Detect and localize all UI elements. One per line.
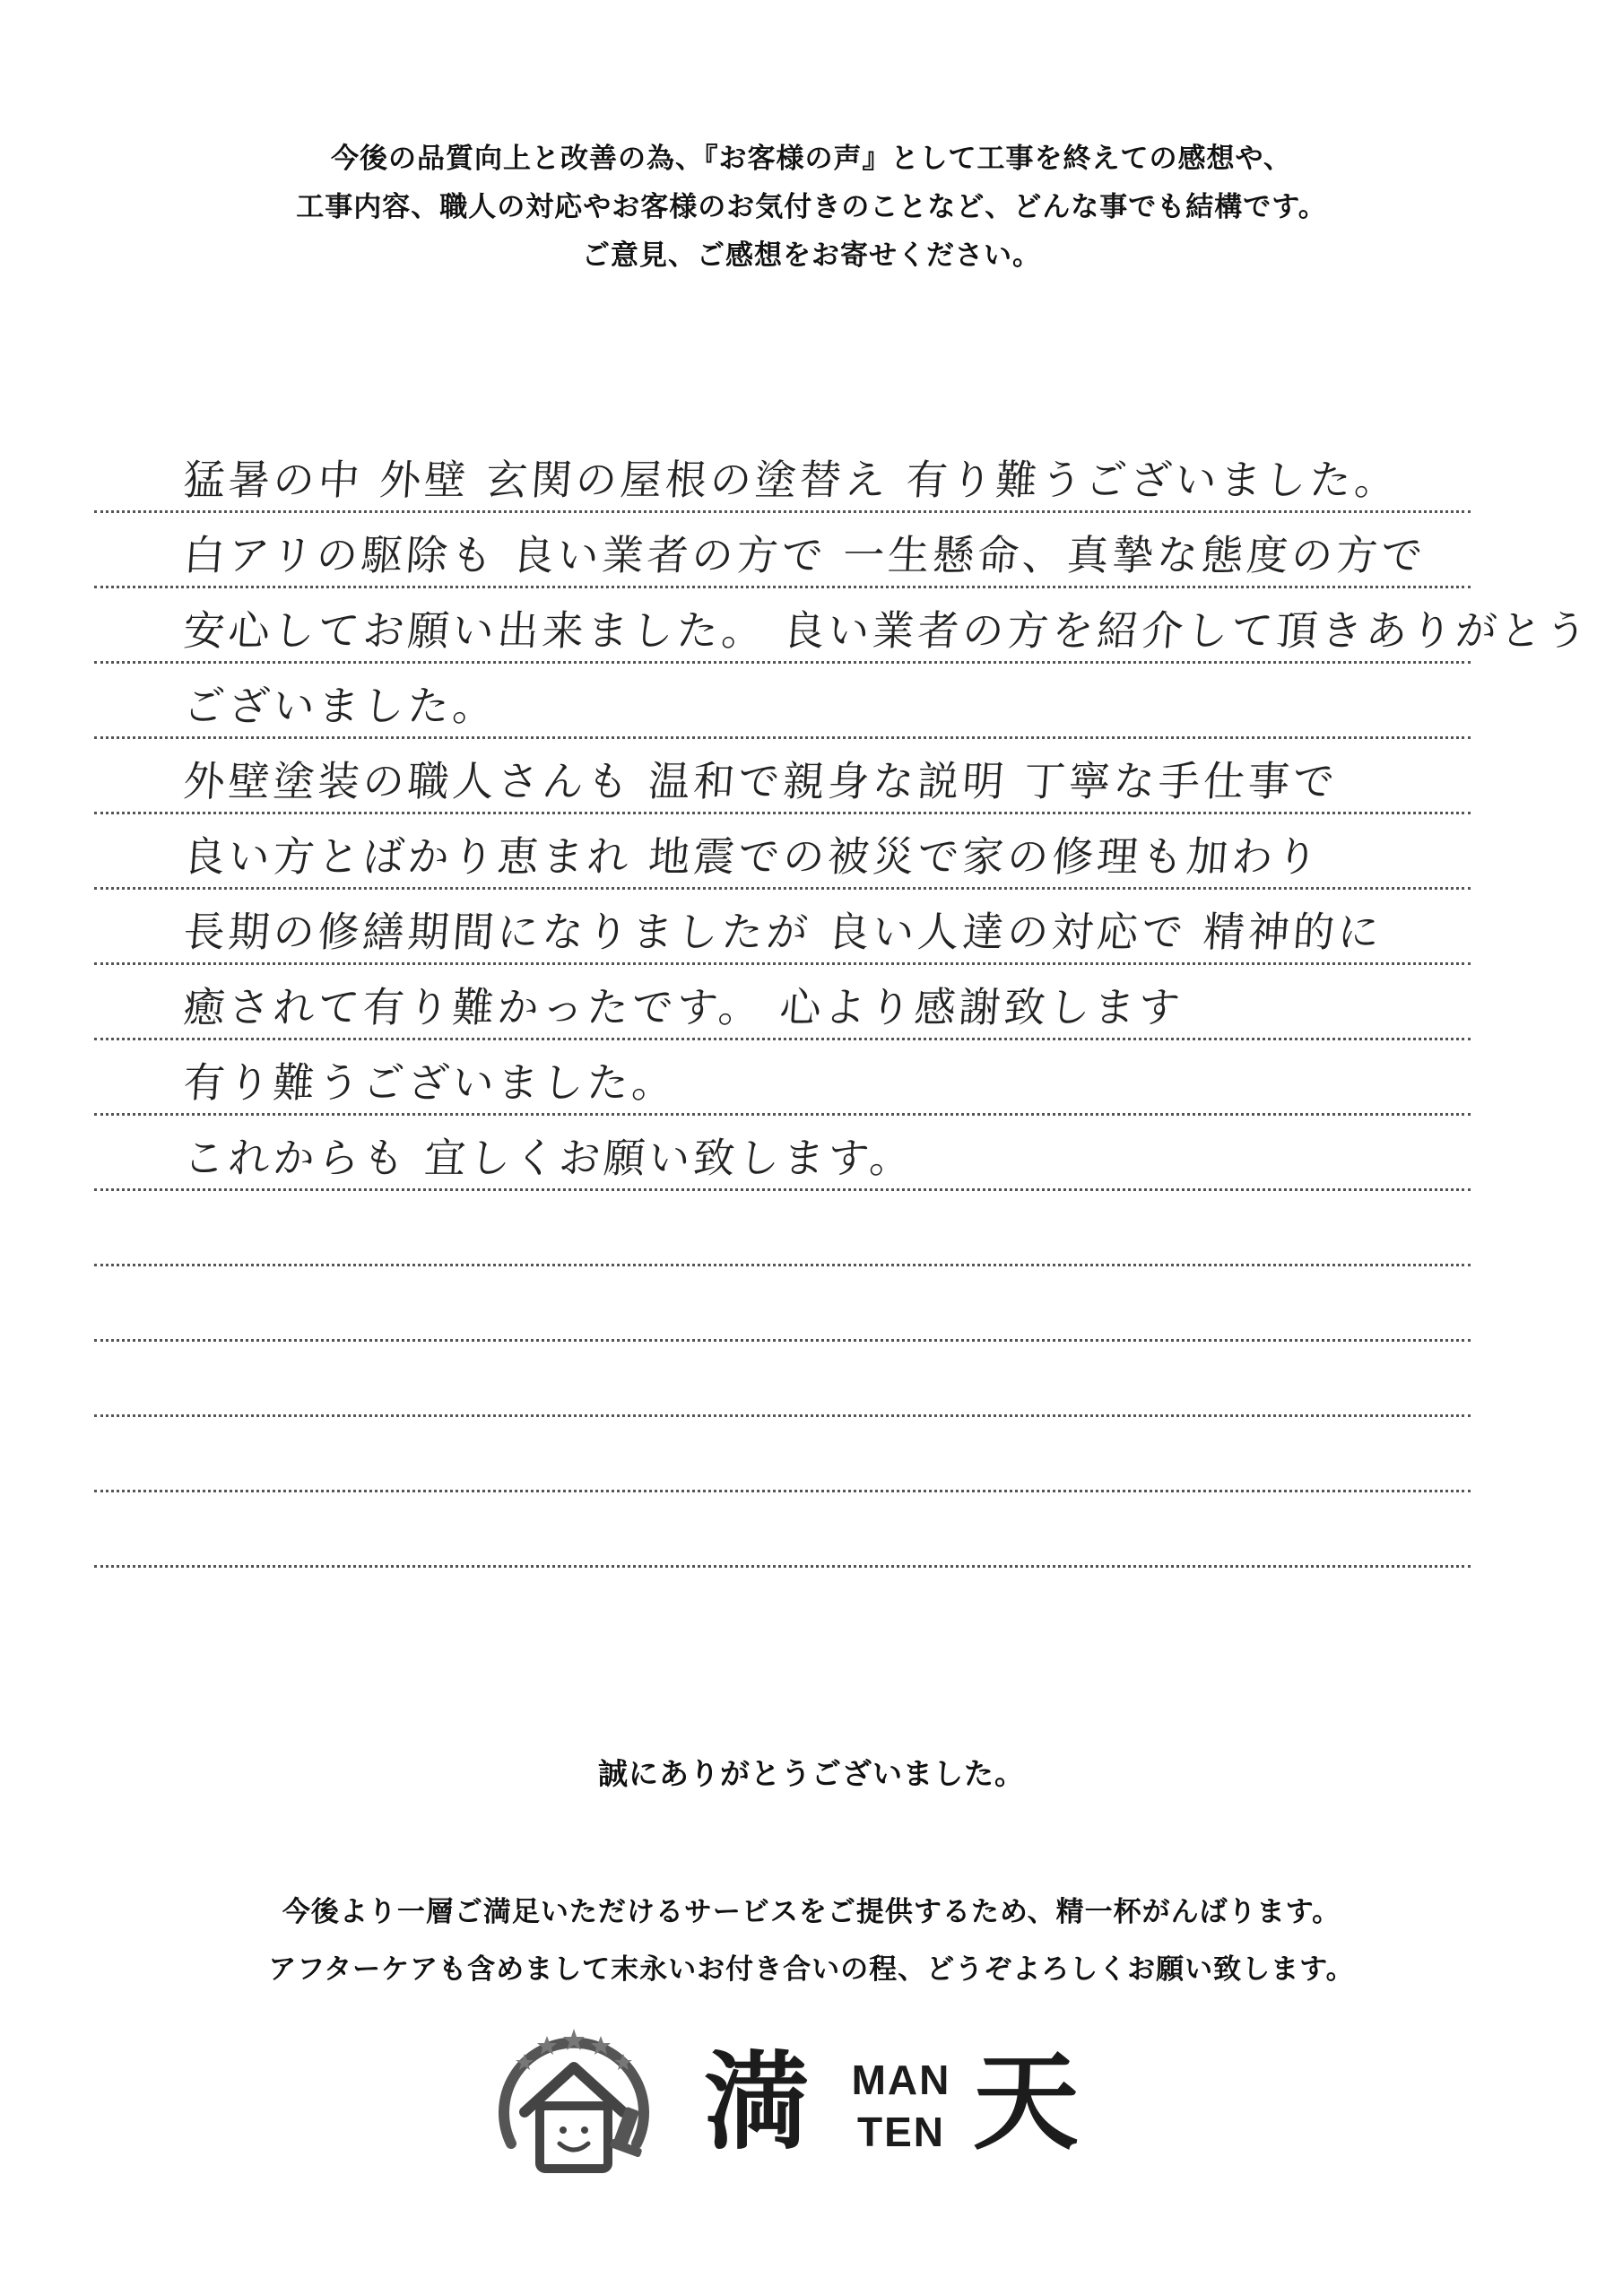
- ruled-line: [94, 1040, 1471, 1116]
- handwritten-line: 外壁塗装の職人さんも 温和で親身な説明 丁寧な手仕事で: [181, 757, 1340, 805]
- handwritten-line: 白アリの駆除も 良い業者の方で 一生懸命、真摯な態度の方で: [181, 531, 1428, 579]
- handwritten-line: 猛暑の中 外壁 玄関の屋根の塗替え 有り難うございました。: [181, 456, 1402, 504]
- intro-line: 今後の品質向上と改善の為、『お客様の声』として工事を終えての感想や、: [331, 143, 1292, 175]
- intro-line: ご意見、ご感想をお寄せください。: [582, 239, 1041, 272]
- handwritten-line: 有り難うございました。: [181, 1058, 679, 1107]
- logo-roman: [843, 2054, 959, 2158]
- ruled-line: [94, 1116, 1471, 1191]
- ruled-line: [94, 664, 1471, 739]
- handwritten-line: 癒されて有り難かったです。 心より感謝致します: [181, 983, 1185, 1031]
- logo-kanji-ten: 天: [973, 2040, 1080, 2164]
- ruled-line: [94, 965, 1471, 1040]
- handwritten-line: ございました。: [181, 682, 499, 730]
- company-logo: [484, 2009, 1112, 2188]
- closing-line: アフターケアも含めまして末永いお付き合いの程、どうぞよろしくお願い致します。: [268, 1953, 1355, 1986]
- ruled-line: [94, 814, 1471, 890]
- closing-text: [0, 1883, 1623, 1998]
- ruled-line: [94, 513, 1471, 588]
- thanks-message: 誠にありがとうございました。: [598, 1756, 1025, 1791]
- house-smile-icon: [484, 2009, 664, 2188]
- ruled-line: [94, 1342, 1471, 1417]
- logo-kanji-man: 満: [704, 2040, 811, 2164]
- closing-line: 今後より一層ご満足いただけるサービスをご提供するため、精一杯がんばります。: [282, 1896, 1341, 1928]
- intro-text: [0, 135, 1623, 280]
- handwritten-line: 良い方とばかり恵まれ 地震での被災で家の修理も加わり: [181, 832, 1324, 881]
- logo-roman-ten: TEN: [857, 2109, 945, 2155]
- logo-roman-man: MAN: [851, 2057, 951, 2103]
- ruled-line: [94, 739, 1471, 814]
- ruled-line: [94, 588, 1593, 664]
- handwritten-line: 長期の修繕期間になりましたが 良い人達の対応で 精神的に: [181, 908, 1384, 956]
- ruled-line: [94, 438, 1471, 513]
- handwritten-line: これからも 宜しくお願い致します。: [181, 1134, 916, 1182]
- ruled-line: [94, 1266, 1471, 1342]
- ruled-line: [94, 890, 1471, 965]
- handwritten-comment-area: [94, 438, 1593, 1568]
- intro-line: 工事内容、職人の対応やお客様のお気付きのことなど、どんな事でも結構です。: [296, 191, 1327, 223]
- ruled-line: [94, 1417, 1471, 1492]
- ruled-line: [94, 1492, 1471, 1568]
- ruled-line: [94, 1191, 1471, 1266]
- handwritten-line: 安心してお願い出来ました。 良い業者の方を紹介して頂きありがとう: [181, 606, 1593, 655]
